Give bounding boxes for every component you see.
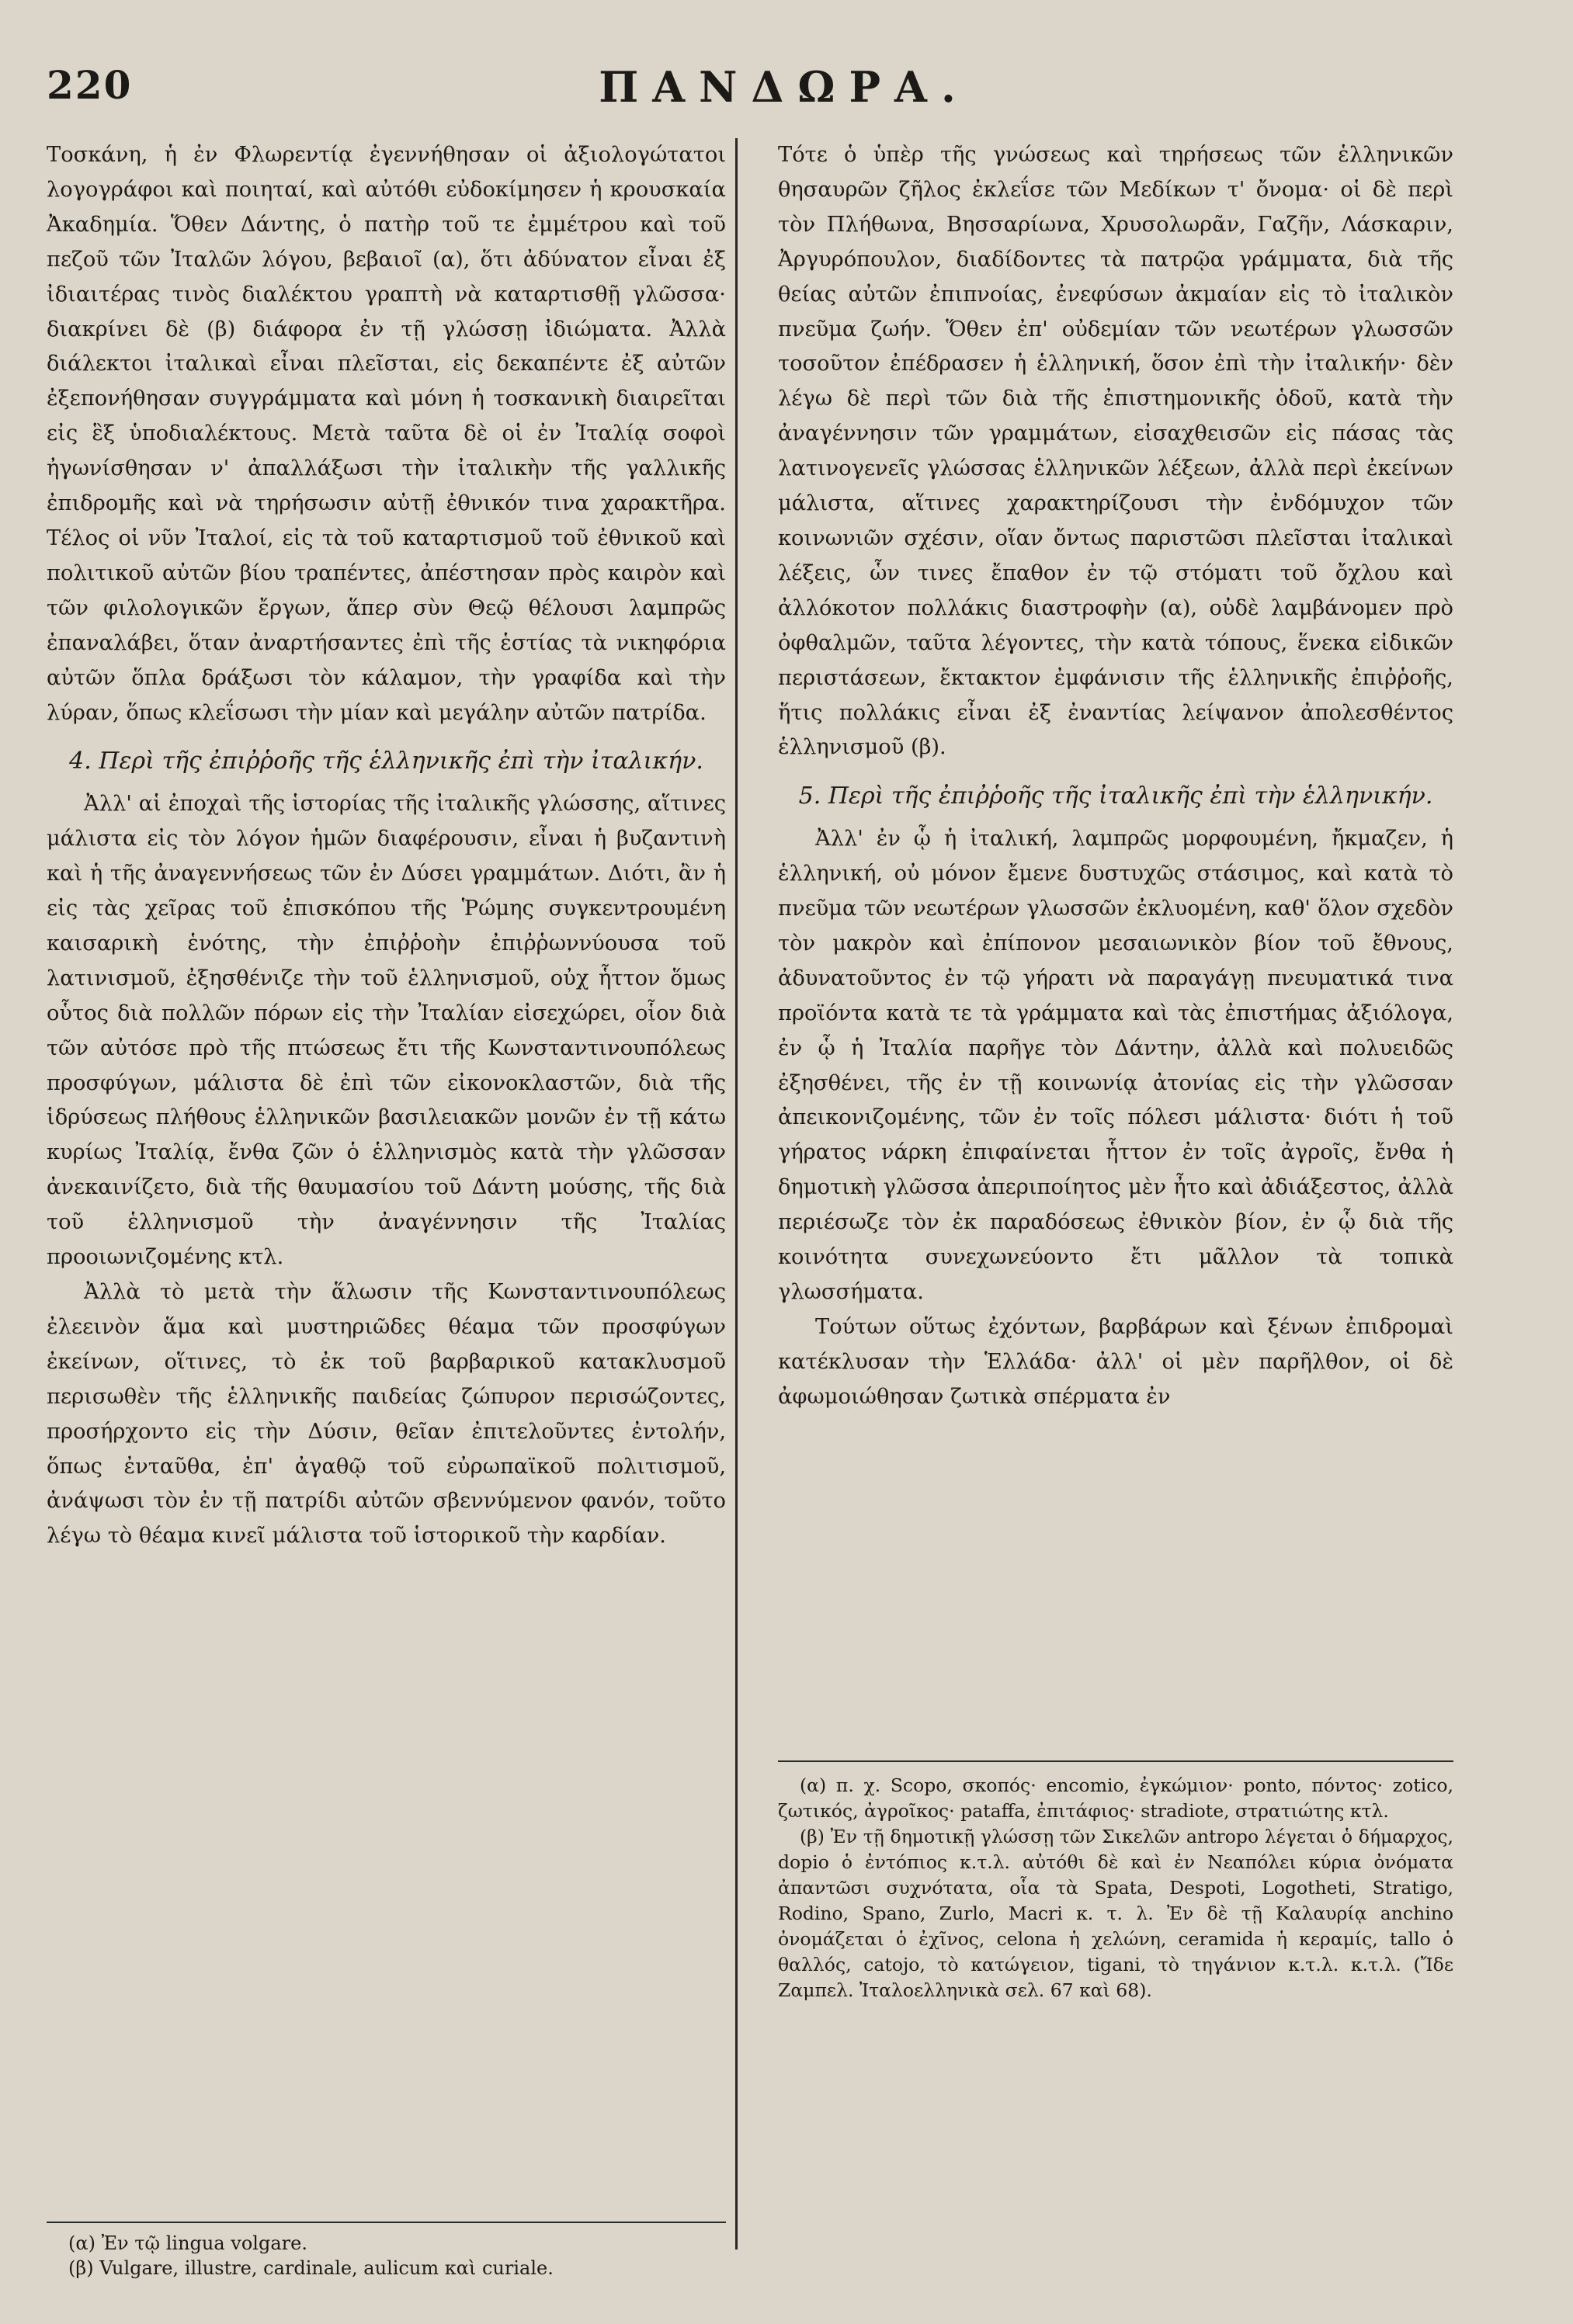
left-column [47,138,726,1554]
left-paragraph-1: Τοσκάνη, ἡ ἐν Φλωρεντίᾳ ἐγεννήθησαν οἱ ἀξιολογώτατοι λογογράφοι καὶ ποιηταί, καὶ αὐτόθι εὐδοκίμησεν ἡ κρουσκαία Ἀκαδημία. Ὅθεν Δάντης, ὁ πατὴρ τοῦ τε ἐμμέτρου καὶ τοῦ πεζοῦ τῶν Ἰταλῶν λόγου, βεβαιοῖ (α), ὅτι ἀδύνατον εἶναι ἐξ ἰδιαιτέρας τινὸς διαλέκτου γραπτὴ νὰ καταρτισθῇ γλῶσσα· διακρίνει δὲ (β) διάφορα ἐν τῇ γλώσσῃ ἰδιώματα. Ἀλλὰ διάλεκτοι ἰταλικαὶ εἶναι πλεῖσται, εἰς δεκαπέντε ἐξ αὐτῶν ἐξεπονήθησαν συγγράμματα καὶ μόνη ἡ τοσκανικὴ διαιρεῖται εἰς ἓξ ὑποδιαλέκτους. Μετὰ ταῦτα δὲ οἱ ἐν Ἰταλίᾳ σοφοὶ ἠγωνίσθησαν ν' ἀπαλλάξωσι τὴν ἰταλικὴν τῆς γαλλικῆς ἐπιδρομῆς καὶ νὰ τηρήσωσιν αὐτῇ ἐθνικόν τινα χαρακτῆρα. Τέλος οἱ νῦν Ἰταλοί, εἰς τὰ τοῦ καταρτισμοῦ τοῦ ἐθνικοῦ καὶ πολιτικοῦ αὐτῶν βίου τραπέντες, ἀπέστησαν πρὸς καιρὸν καὶ τῶν φιλολογικῶν ἔργων, ἅπερ σὺν Θεῷ θέλουσι λαμπρῶς ἐπαναλάβει, ὅταν ἀναρτήσαντες ἐπὶ τῆς ἑστίας τὰ νικηφόρια αὐτῶν ὅπλα δράξωσι τὸν κάλαμον, τὴν γραφίδα καὶ τὴν λύραν, ὅπως κλεΐσωσι τὴν μίαν καὶ μεγάλην αὐτῶν πατρίδα. [47,143,726,725]
section-heading-4: 4. Περὶ τῆς ἐπιῤῥοῆς τῆς ἑλληνικῆς ἐπὶ τὴν ἰταλικήν. [69,747,703,775]
left-footnote-a: (α) Ἐν τῷ lingua volgare. [68,2232,307,2254]
page-number: 220 [47,62,133,108]
left-paragraph-2: Ἀλλ' αἱ ἐποχαὶ τῆς ἱστορίας τῆς ἰταλικῆς γλώσσης, αἵτινες μάλιστα εἰς τὸν λόγον ἡμῶν διαφέρουσιν, εἶναι ἡ βυζαντινὴ καὶ ἡ τῆς ἀναγεννήσεως τῶν ἐν Δύσει γραμμάτων. Διότι, ἂν ἡ εἰς τὰς χεῖρας τοῦ ἐπισκόπου τῆς Ῥώμης συγκεντρουμένη καισαρικὴ ἑνότης, τὴν ἐπιῤῥοὴν ἐπιῤῥωννύουσα τοῦ λατινισμοῦ, ἐξησθένιζε τὴν τοῦ ἑλληνισμοῦ, οὐχ ἧττον ὅμως οὗτος διὰ πολλῶν πόρων εἰς τὴν Ἰταλίαν εἰσεχώρει, οἷον διὰ τῶν αὐτόσε πρὸ τῆς πτώσεως ἔτι τῆς Κωνσταντινουπόλεως προσφύγων, μάλιστα δὲ ἐπὶ τῶν εἰκονοκλαστῶν, διὰ τῆς ἱδρύσεως πλήθους ἑλληνικῶν βασιλειακῶν μονῶν ἐν τῇ κάτω κυρίως Ἰταλίᾳ, ἔνθα ζῶν ὁ ἑλληνισμὸς κατὰ τὴν γλῶσσαν ἀνεκαινίζετο, διὰ τῆς θαυμασίου τοῦ Δάντη μούσης, τῆς διὰ τοῦ ἑλληνισμοῦ τὴν ἀναγέννησιν τῆς Ἰταλίας προοιωνιζομένης κτλ. [47,792,726,1270]
left-footnote-b: (β) Vulgare, illustre, cardinale, aulicum καὶ curiale. [68,2257,554,2279]
journal-title: ΠΑΝΔΩΡΑ. [599,62,970,112]
right-footnote-a: (α) π. χ. Scopo, σκοπός· encomio, ἐγκώμιον· ponto, πόντος· zotico, ζωτικός, ἀγροῖκος· pataffa, ἐπιτάφιος· stradiote, στρατιώτης κτλ. [778,1774,1453,1822]
right-paragraph-1: Τότε ὁ ὑπὲρ τῆς γνώσεως καὶ τηρήσεως τῶν ἑλληνικῶν θησαυρῶν ζῆλος ἐκλεΐσε τῶν Μεδίκων τ' ὄνομα· οἱ δὲ περὶ τὸν Πλήθωνα, Βησσαρίωνα, Χρυσολωρᾶν, Γαζῆν, Λάσκαριν, Ἀργυρόπουλον, διαδίδοντες τὰ πατρῷα γράμματα, διὰ τῆς θείας αὐτῶν ἐπιπνοίας, ἐνεφύσων ἀκμαίαν εἰς τὸ ἰταλικὸν πνεῦμα ζωήν. Ὅθεν ἐπ' οὐδεμίαν τῶν νεωτέρων γλωσσῶν τοσοῦτον ἐπέδρασεν ἡ ἑλληνική, ὅσον ἐπὶ τὴν ἰταλικήν· δὲν λέγω δὲ περὶ τῶν διὰ τῆς ἐπιστημονικῆς ὁδοῦ, κατὰ τὴν ἀναγέννησιν τῶν γραμμάτων, εἰσαχθεισῶν εἰς πάσας τὰς λατινογενεῖς γλώσσας ἑλληνικῶν λέξεων, ἀλλὰ περὶ ἐκείνων μάλιστα, αἵτινες χαρακτηρίζουσι τὴν ἐνδόμυχον τῶν κοινωνιῶν σχέσιν, οἵαν ὄντως παριστῶσι πλεῖσται ἰταλικαὶ λέξεις, ὧν τινες ἔπαθον ἐν τῷ στόματι τοῦ ὄχλου καὶ ἀλλόκοτον πολλάκις διαστροφὴν (α), οὐδὲ λαμβάνομεν πρὸ ὀφθαλμῶν, ταῦτα λέγοντες, τὴν κατὰ τόπους, ἕνεκα εἰδικῶν περιστάσεων, ἔκτακτον ἐμφάνισιν τῆς ἑλληνικῆς ἐπιῤῥοῆς, ἥτις πολλάκις εἶναι ἐξ ἐναντίας λείψανον ἀπολεσθέντος ἑλληνισμοῦ (β). [778,143,1453,760]
left-footnotes [47,2222,726,2281]
page-header [47,62,1522,132]
right-paragraph-3: Τούτων οὕτως ἐχόντων, βαρβάρων καὶ ξένων ἐπιδρομαὶ κατέκλυσαν τὴν Ἑλλάδα· ἀλλ' οἱ μὲν παρῆλθον, οἱ δὲ ἀφωμοιώθησαν ζωτικὰ σπέρματα ἐν [778,1314,1453,1409]
right-column [778,138,1453,1415]
right-paragraph-2: Ἀλλ' ἐν ᾧ ἡ ἰταλική, λαμπρῶς μορφουμένη, ἤκμαζεν, ἡ ἑλληνική, οὐ μόνον ἔμενε δυστυχῶς στάσιμος, καὶ κατὰ τὸ πνεῦμα τῶν νεωτέρων γλωσσῶν ἐκλυομένη, καθ' ὅλον σχεδὸν τὸν μακρὸν καὶ ἐπίπονον μεσαιωνικὸν βίον τοῦ ἔθνους, ἀδυνατοῦντος ἐν τῷ γήρατι νὰ παραγάγῃ πνευματικά τινα προϊόντα κατὰ τε τὰ γράμματα καὶ τὰς ἐπιστήμας ἀξιόλογα, ἐν ᾧ ἡ Ἰταλία παρῆγε τὸν Δάντην, ἀλλὰ καὶ πολυειδῶς ἐξησθένει, τῆς ἐν τῇ κοινωνίᾳ ἀτονίας εἰς τὴν γλῶσσαν ἀπεικονιζομένης, τῶν ἐν τοῖς πόλεσι μάλιστα· διότι ἡ τοῦ γήρατος νάρκη ἐπιφαίνεται ἧττον ἐν τοῖς ἀγροῖς, ἔνθα ἡ δημοτικὴ γλῶσσα ἀπεριποίητος μὲν ἦτο καὶ ἀδιάξεστος, ἀλλὰ περιέσωζε τὸν ἐκ παραδόσεως ἐθνικὸν βίον, ἐν ᾧ διὰ τῆς κοινότητα συνεχωνεύοντο ἔτι μᾶλλον τὰ τοπικὰ γλωσσήματα. [778,827,1453,1304]
section-heading-5: 5. Περὶ τῆς ἐπιῤῥοῆς τῆς ἰταλικῆς ἐπὶ τὴν ἑλληνικήν. [798,782,1433,810]
left-paragraph-3: Ἀλλὰ τὸ μετὰ τὴν ἅλωσιν τῆς Κωνσταντινουπόλεως ἐλεεινὸν ἅμα καὶ μυστηριῶδες θέαμα τῶν προσφύγων ἐκείνων, οἵτινες, τὸ ἐκ τοῦ βαρβαρικοῦ κατακλυσμοῦ περισωθὲν τῆς ἑλληνικῆς παιδείας ζώπυρον περισώζοντες, προσήρχοντο εἰς τὴν Δύσιν, θεῖαν ἐπιτελοῦντες ἐντολήν, ὅπως ἐνταῦθα, ἐπ' ἀγαθῷ τοῦ εὐρωπαϊκοῦ πολιτισμοῦ, ἀνάψωσι τὸν ἐν τῇ πατρίδι αὐτῶν σβεννύμενον φανόν, τοῦτο λέγω τὸ θέαμα κινεῖ μάλιστα τοῦ ἱστορικοῦ τὴν καρδίαν. [47,1280,726,1549]
right-footnote-b: (β) Ἐν τῇ δημοτικῇ γλώσσῃ τῶν Σικελῶν antropo λέγεται ὁ δήμαρχος, dopio ὁ ἐντόπιος κ.τ.λ. αὐτόθι δὲ καὶ ἐν Νεαπόλει κύρια ὀνόματα ἀπαντῶσι συχνότατα, οἷα τὰ Spata, Despoti, Logotheti, Stratigo, Rodino, Spano, Zurlo, Macri κ. τ. λ. Ἐν δὲ τῇ Καλαυρίᾳ anchino ὀνομάζεται ὁ ἐχῖνος, celona ἡ χελώνη, ceramida ἡ κεραμίς, tallo ὁ θαλλός, catojo, τὸ κατώγειον, tigani, τὸ τηγάνιον κ.τ.λ. κ.τ.λ. (Ἴδε Ζαμπελ. Ἰταλοελληνικὰ σελ. 67 καὶ 68). [778,1826,1453,2001]
right-footnotes [778,1760,1453,2003]
column-divider [735,138,738,2249]
